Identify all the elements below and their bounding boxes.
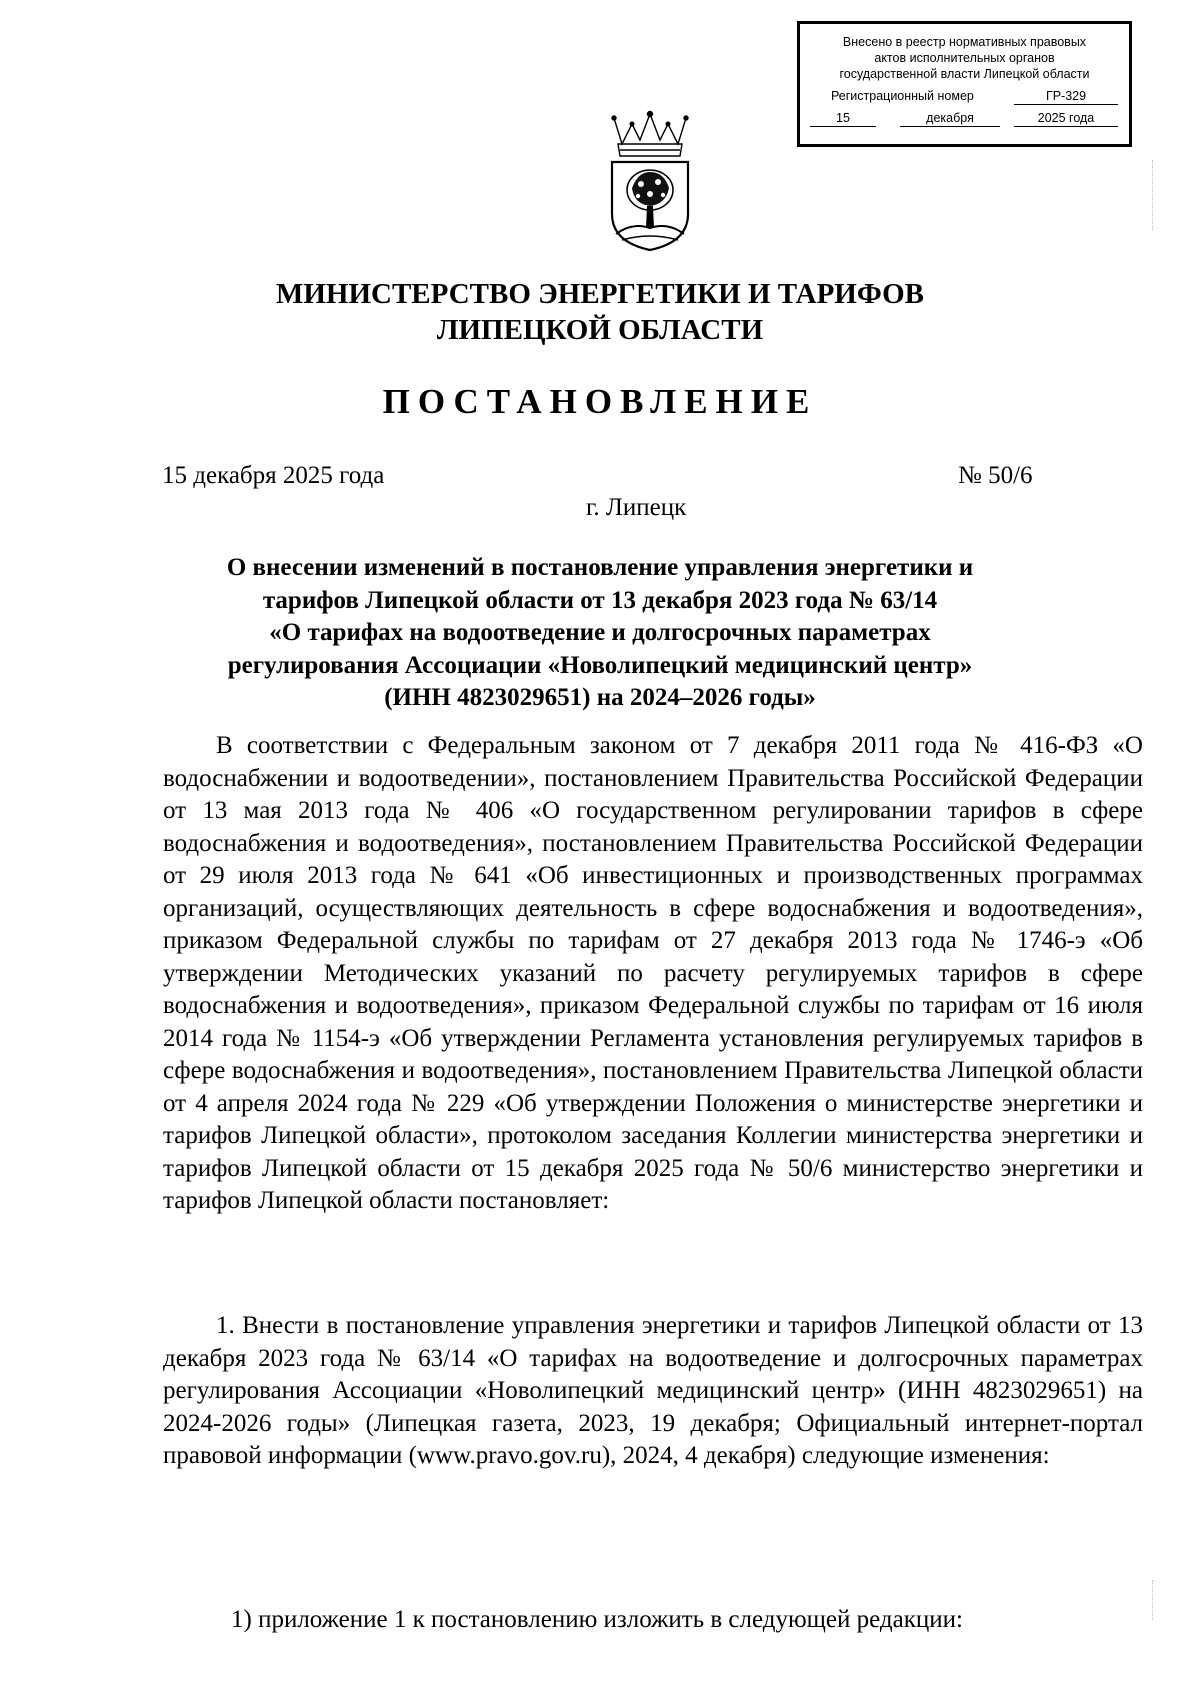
- stamp-reg-label: Регистрационный номер: [831, 89, 974, 103]
- stamp-line-1: Внесено в реестр нормативных правовых: [842, 35, 1087, 49]
- stamp-line-3: государственной власти Липецкой области: [839, 67, 1090, 81]
- stamp-reg-row: [800, 88, 1129, 106]
- lipetsk-coat-of-arms-icon: [608, 110, 692, 252]
- stamp-date-row: [800, 110, 1129, 128]
- subject-line-4: регулирования Ассоциации «Новолипецкий медицинский центр»: [227, 651, 973, 679]
- subitem-1-paragraph: 1) приложение 1 к постановлению изложить в следующей редакции:: [231, 1606, 963, 1633]
- ministry-name-line-2: ЛИПЕЦКОЙ ОБЛАСТИ: [436, 314, 764, 346]
- subject-line-5: (ИНН 4823029651) на 2024–2026 годы»: [384, 684, 816, 711]
- stamp-month: декабря: [900, 110, 1000, 127]
- preamble-paragraph: В соответствии с Федеральным законом от 7 декабря 2011 года № 416-ФЗ «О водоснабжении и водоотведении», постановлением Правительства Российской Федерации от 13 мая 2013 года № 406 «О государственном регулировании тарифов в сфере водоснабжения и водоотведения», постановлением Правительства Российской Федерации от 29 июля 2013 года № 641 «Об инвестиционных и производственных программах организаций, осуществляющих деятельность в сфере водоснабжения и водоотведения», приказом Федеральной службы по тарифам от 27 декабря 2013 года № 1746-э «Об утверждении Методических указаний по расчету регулируемых тарифов в сфере водоснабжения и водоотведения», приказом Федеральной службы по тарифам от 16 июля 2014 года № 1154-э «Об утверждении Регламента установления регулируемых тарифов в сфере водоснабжения и водоотведения», постановлением Правительства Липецкой области от 4 апреля 2024 года № 229 «Об утверждении Положения о министерстве энергетики и тарифов Липецкой области», протоколом заседания Коллегии министерства энергетики и тарифов Липецкой области от 15 декабря 2025 года № 50/6 министерство энергетики и тарифов Липецкой области постановляет:: [163, 732, 1143, 1214]
- scan-artifact: [1152, 1580, 1153, 1620]
- ministry-name-line-1: МИНИСТЕРСТВО ЭНЕРГЕТИКИ И ТАРИФОВ: [275, 278, 925, 310]
- registry-stamp: [797, 21, 1132, 147]
- stamp-reg-number: ГР-329: [1014, 88, 1118, 105]
- decree-number: № 50/6: [958, 462, 1033, 489]
- stamp-year: 2025 года: [1014, 110, 1118, 127]
- stamp-day: 15: [810, 110, 876, 127]
- decree-city: г. Липецк: [586, 494, 687, 521]
- scan-artifact: [1152, 160, 1153, 230]
- subject-line-2: тарифов Липецкой области от 13 декабря 2023 года № 63/14: [262, 586, 938, 614]
- decree-subject: [150, 552, 1050, 715]
- document-type-title: ПОСТАНОВЛЕНИЕ: [382, 382, 818, 421]
- item-1-paragraph: 1. Внести в постановление управления энергетики и тарифов Липецкой области от 13 декабря 2023 года № 63/14 «О тарифах на водоотведение и долгосрочных параметрах регулирования Ассоциации «Новолипецкий медицинский центр» (ИНН 4823029651) на 2024-2026 годы» (Липецкая газета, 2023, 19 декабря; Официальный интернет-портал правовой информации (www.pravo.gov.ru), 2024, 4 декабря) следующие изменения:: [163, 1312, 1143, 1469]
- subject-line-3: «О тарифах на водоотведение и долгосрочных параметрах: [269, 619, 931, 646]
- subject-line-1: О внесении изменений в постановление управления энергетики и: [226, 554, 974, 581]
- stamp-line-2: актов исполнительных органов: [874, 51, 1055, 65]
- decree-date: 15 декабря 2025 года: [162, 462, 385, 489]
